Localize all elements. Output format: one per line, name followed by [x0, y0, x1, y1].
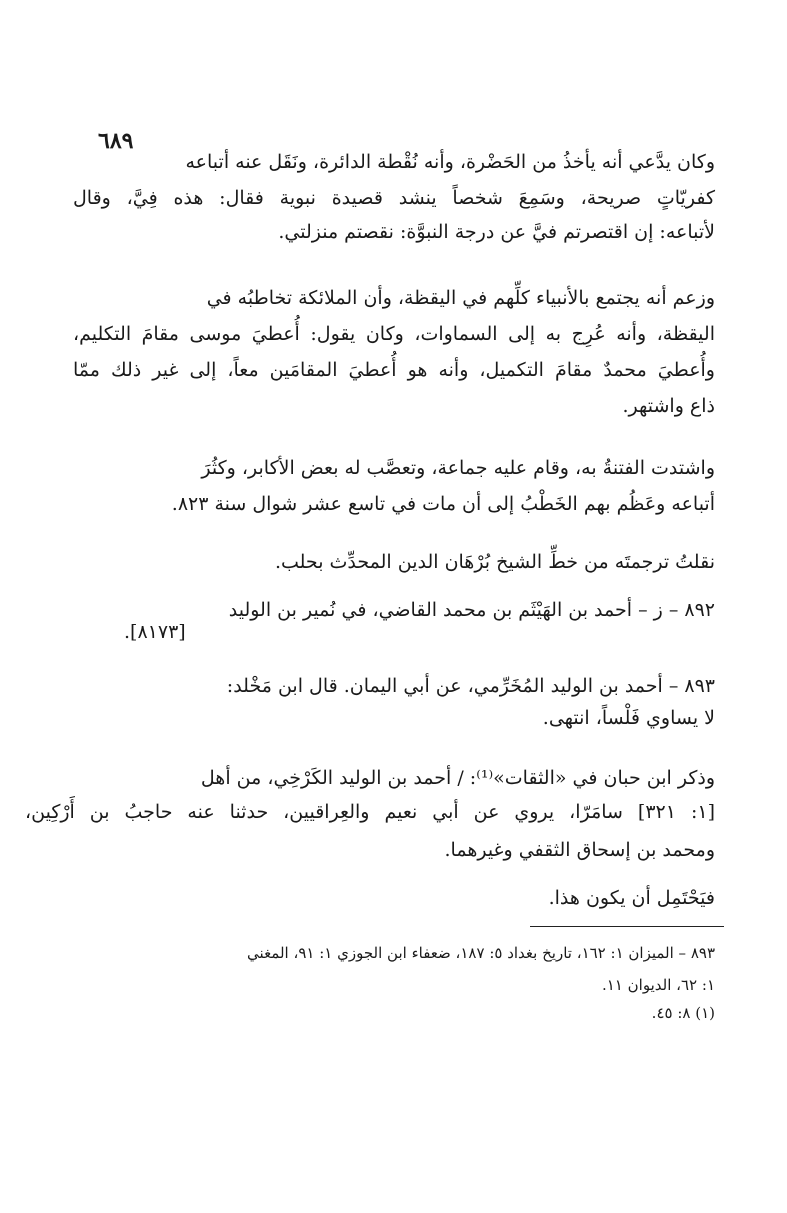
text-line: نقلتُ ترجمتَه من خطِّ الشيخ بُرْهَان الدين المحدِّث بحلب.: [274, 551, 715, 573]
text-line: ومحمد بن إسحاق الثقفي وغيرهما.: [444, 839, 715, 861]
text-line: أتباعه وعَظُم بهم الخَطْبُ إلى أن مات في تاسع عشر شوال سنة ٨٢٣.: [171, 493, 715, 515]
text-line: وأُعطيَ محمدٌ مقامَ التكميل، وأنه هو أُعطيَ المقامَين معاً، إلى غير ذلك ممّا: [73, 359, 715, 381]
entry-892-line: ٨٩٢ – ز – أحمد بن الهَيْثَم بن محمد القاضي، في نُمير بن الوليد: [228, 599, 715, 621]
text-line: وذكر ابن حبان في «الثقات»⁽¹⁾: / أحمد بن الوليد الكَرْخِي، من أهل: [200, 767, 715, 789]
text-line: لأتباعه: إن اقتصرتم فيَّ عن درجة النبوَّة: نقصتم منزلتي.: [278, 221, 715, 243]
text-line: [١: ٣٢١] سامَرّا، يروي عن أبي نعيم والعِراقيين، حدثنا عنه حاجبُ بن أَرْكِين،: [25, 801, 715, 823]
page-number: ٦٨٩: [98, 128, 134, 154]
entry-892-reference: [٨١٧٣].: [124, 621, 186, 643]
text-line: فيَحْتَمِل أن يكون هذا.: [548, 887, 715, 909]
text-line: وكان يدَّعي أنه يأخذُ من الحَضْرة، وأنه نُقْطة الدائرة، ونَقَل عنه أتباعه: [185, 151, 715, 173]
text-line: لا يساوي فَلْساً، انتهى.: [542, 707, 715, 729]
footnote-line: (١) ٨: ٤٥.: [651, 1004, 715, 1022]
footnote-divider: [530, 926, 724, 927]
text-line: اليقظة، وأنه عُرِج به إلى السماوات، وكان يقول: أُعطيَ موسى مقامَ التكليم،: [73, 323, 715, 345]
text-line: واشتدت الفتنةُ به، وقام عليه جماعة، وتعصَّب له بعض الأكابر، وكثُرَ: [201, 457, 715, 479]
text-line: وزعم أنه يجتمع بالأنبياء كلِّهم في اليقظة، وأن الملائكة تخاطبُه في: [206, 287, 715, 309]
text-line: كفريّاتٍ صريحة، وسَمِعَ شخصاً ينشد قصيدة نبوية فقال: هذه فِيَّ، وقال: [73, 187, 715, 209]
footnote-line: ١: ٦٢، الديوان ١١.: [601, 976, 715, 994]
text-line: ذاع واشتهر.: [622, 395, 715, 417]
footnote-line: ٨٩٣ – الميزان ١: ١٦٢، تاريخ بغداد ٥: ١٨٧، ضعفاء ابن الجوزي ١: ٩١، المغني: [247, 944, 715, 962]
entry-893-line: ٨٩٣ – أحمد بن الوليد المُخَرِّمي، عن أبي اليمان. قال ابن مَخْلد:: [226, 675, 715, 697]
